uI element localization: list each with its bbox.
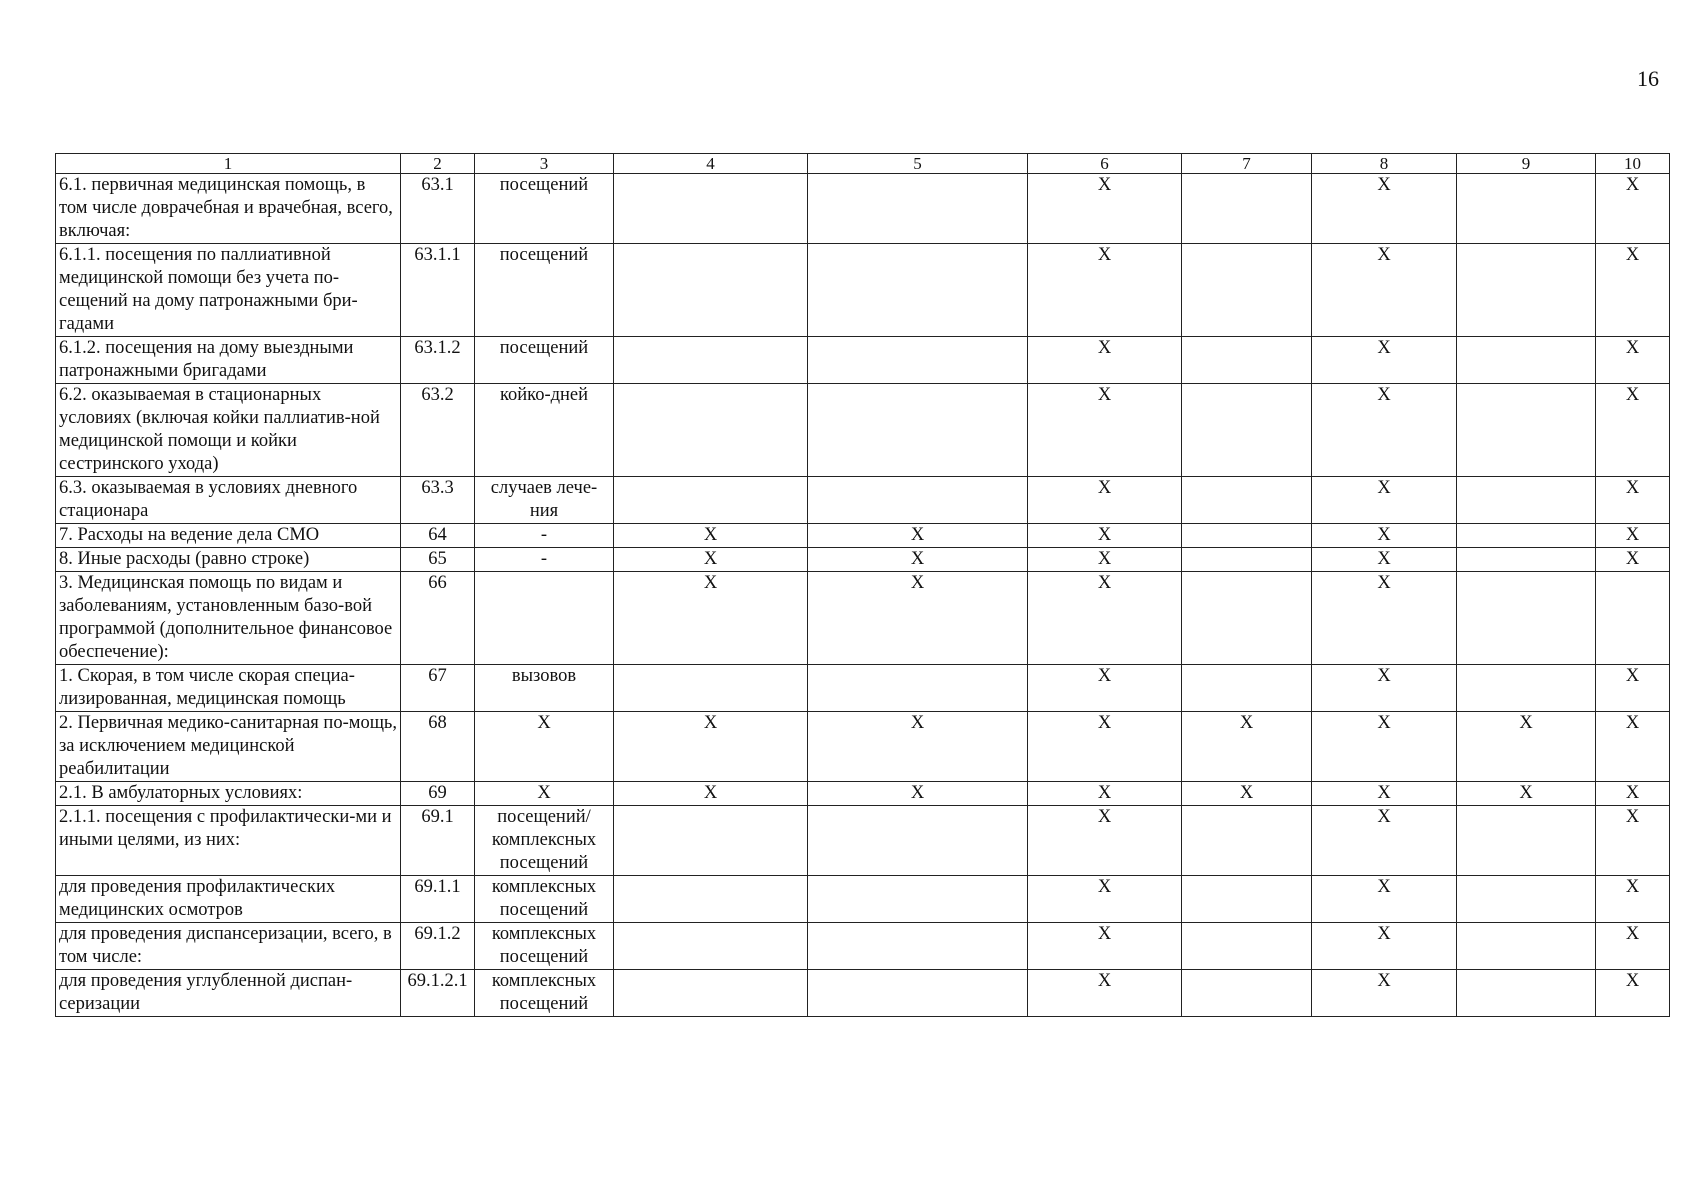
- header-row: [56, 154, 1670, 174]
- col5-cell: [808, 806, 1028, 876]
- col7-cell: [1182, 337, 1312, 384]
- col6-cell: X: [1028, 524, 1182, 548]
- row-code-cell: 69.1.2.1: [401, 970, 475, 1017]
- col7-cell: [1182, 970, 1312, 1017]
- row-unit-cell: случаев лече-ния: [475, 477, 614, 524]
- col9-cell: [1457, 548, 1596, 572]
- col5-cell: [808, 384, 1028, 477]
- col4-cell: X: [614, 548, 808, 572]
- row-code-cell: 69: [401, 782, 475, 806]
- col9-cell: [1457, 572, 1596, 665]
- row-code-cell: 68: [401, 712, 475, 782]
- row-code-cell: 63.2: [401, 384, 475, 477]
- col4-cell: [614, 970, 808, 1017]
- row-unit-cell: комплексных посещений: [475, 876, 614, 923]
- row-unit-cell: X: [475, 712, 614, 782]
- col10-cell: X: [1596, 665, 1670, 712]
- col6-cell: X: [1028, 712, 1182, 782]
- col8-cell: X: [1312, 572, 1457, 665]
- table-row: [56, 572, 1670, 665]
- col10-cell: X: [1596, 524, 1670, 548]
- table-row: [56, 174, 1670, 244]
- row-code-cell: 69.1.1: [401, 876, 475, 923]
- row-name-cell: 6.1.1. посещения по паллиативной медицинской помощи без учета по-сещений на дому патронажными бри-гадами: [56, 244, 401, 337]
- col6-cell: X: [1028, 970, 1182, 1017]
- col6-cell: X: [1028, 244, 1182, 337]
- col5-cell: [808, 876, 1028, 923]
- row-name-cell: 6.1.2. посещения на дому выездными патронажными бригадами: [56, 337, 401, 384]
- col8-cell: X: [1312, 712, 1457, 782]
- col5-cell: X: [808, 524, 1028, 548]
- col9-cell: [1457, 477, 1596, 524]
- table-row: [56, 665, 1670, 712]
- col9-cell: [1457, 876, 1596, 923]
- col7-cell: [1182, 923, 1312, 970]
- table-row: [56, 712, 1670, 782]
- col10-cell: X: [1596, 712, 1670, 782]
- row-name-cell: 2.1.1. посещения с профилактически-ми и иными целями, из них:: [56, 806, 401, 876]
- col4-cell: [614, 244, 808, 337]
- col6-cell: X: [1028, 337, 1182, 384]
- row-unit-cell: посещений: [475, 337, 614, 384]
- col4-cell: X: [614, 572, 808, 665]
- col9-cell: [1457, 337, 1596, 384]
- col7-cell: [1182, 548, 1312, 572]
- row-name-cell: для проведения профилактических медицинских осмотров: [56, 876, 401, 923]
- header-cell: 4: [614, 154, 808, 174]
- col6-cell: X: [1028, 477, 1182, 524]
- header-cell: 2: [401, 154, 475, 174]
- col7-cell: X: [1182, 712, 1312, 782]
- row-code-cell: 63.1.2: [401, 337, 475, 384]
- row-unit-cell: посещений: [475, 174, 614, 244]
- row-unit-cell: комплексных посещений: [475, 970, 614, 1017]
- col9-cell: [1457, 806, 1596, 876]
- col9-cell: [1457, 384, 1596, 477]
- col8-cell: X: [1312, 384, 1457, 477]
- col7-cell: [1182, 384, 1312, 477]
- header-cell: 7: [1182, 154, 1312, 174]
- col10-cell: X: [1596, 244, 1670, 337]
- row-code-cell: 63.1.1: [401, 244, 475, 337]
- col10-cell: X: [1596, 384, 1670, 477]
- page-number: 16: [1637, 66, 1659, 91]
- col5-cell: X: [808, 712, 1028, 782]
- row-name-cell: 3. Медицинская помощь по видам и заболеваниям, установленным базо-вой программой (дополнительное финансовое обеспечение):: [56, 572, 401, 665]
- col9-cell: [1457, 665, 1596, 712]
- col8-cell: X: [1312, 970, 1457, 1017]
- header-cell: 10: [1596, 154, 1670, 174]
- col5-cell: [808, 244, 1028, 337]
- col9-cell: [1457, 970, 1596, 1017]
- col10-cell: X: [1596, 876, 1670, 923]
- table-row: [56, 876, 1670, 923]
- col4-cell: X: [614, 524, 808, 548]
- col5-cell: X: [808, 548, 1028, 572]
- col10-cell: [1596, 572, 1670, 665]
- col10-cell: X: [1596, 806, 1670, 876]
- row-code-cell: 65: [401, 548, 475, 572]
- col5-cell: [808, 665, 1028, 712]
- header-cell: 3: [475, 154, 614, 174]
- col8-cell: X: [1312, 337, 1457, 384]
- col8-cell: X: [1312, 174, 1457, 244]
- row-name-cell: 6.1. первичная медицинская помощь, в том числе доврачебная и врачебная, всего, включая:: [56, 174, 401, 244]
- row-name-cell: 7. Расходы на ведение дела СМО: [56, 524, 401, 548]
- col7-cell: [1182, 572, 1312, 665]
- col8-cell: X: [1312, 782, 1457, 806]
- col7-cell: [1182, 665, 1312, 712]
- row-name-cell: 2. Первичная медико-санитарная по-мощь, за исключением медицинской реабилитации: [56, 712, 401, 782]
- col8-cell: X: [1312, 665, 1457, 712]
- row-unit-cell: -: [475, 548, 614, 572]
- col7-cell: X: [1182, 782, 1312, 806]
- col8-cell: X: [1312, 806, 1457, 876]
- col9-cell: X: [1457, 712, 1596, 782]
- col10-cell: X: [1596, 782, 1670, 806]
- header-cell: 8: [1312, 154, 1457, 174]
- col4-cell: [614, 174, 808, 244]
- col9-cell: X: [1457, 782, 1596, 806]
- col8-cell: X: [1312, 244, 1457, 337]
- col6-cell: X: [1028, 923, 1182, 970]
- col5-cell: X: [808, 782, 1028, 806]
- col7-cell: [1182, 524, 1312, 548]
- col5-cell: [808, 970, 1028, 1017]
- col8-cell: X: [1312, 548, 1457, 572]
- table-row: [56, 970, 1670, 1017]
- col4-cell: [614, 384, 808, 477]
- col6-cell: X: [1028, 572, 1182, 665]
- col4-cell: [614, 337, 808, 384]
- col7-cell: [1182, 174, 1312, 244]
- row-code-cell: 64: [401, 524, 475, 548]
- col8-cell: X: [1312, 477, 1457, 524]
- col4-cell: X: [614, 782, 808, 806]
- header-cell: 1: [56, 154, 401, 174]
- col8-cell: X: [1312, 524, 1457, 548]
- table-row: [56, 806, 1670, 876]
- row-unit-cell: [475, 572, 614, 665]
- row-name-cell: 1. Скорая, в том числе скорая специа-лизированная, медицинская помощь: [56, 665, 401, 712]
- col6-cell: X: [1028, 876, 1182, 923]
- col6-cell: X: [1028, 806, 1182, 876]
- row-name-cell: для проведения диспансеризации, всего, в том числе:: [56, 923, 401, 970]
- table-row: [56, 524, 1670, 548]
- row-name-cell: 6.3. оказываемая в условиях дневного стационара: [56, 477, 401, 524]
- col6-cell: X: [1028, 548, 1182, 572]
- col7-cell: [1182, 876, 1312, 923]
- col4-cell: [614, 477, 808, 524]
- row-name-cell: 6.2. оказываемая в стационарных условиях (включая койки паллиатив-ной медицинской помощи и койки сестринского ухода): [56, 384, 401, 477]
- col6-cell: X: [1028, 665, 1182, 712]
- col4-cell: [614, 806, 808, 876]
- col10-cell: X: [1596, 970, 1670, 1017]
- col10-cell: X: [1596, 548, 1670, 572]
- col5-cell: [808, 477, 1028, 524]
- col4-cell: X: [614, 712, 808, 782]
- row-name-cell: 2.1. В амбулаторных условиях:: [56, 782, 401, 806]
- col6-cell: X: [1028, 384, 1182, 477]
- row-unit-cell: посещений/ комплексных посещений: [475, 806, 614, 876]
- row-name-cell: для проведения углубленной диспан-серизации: [56, 970, 401, 1017]
- col8-cell: X: [1312, 923, 1457, 970]
- col4-cell: [614, 665, 808, 712]
- row-name-cell: 8. Иные расходы (равно строке): [56, 548, 401, 572]
- col7-cell: [1182, 806, 1312, 876]
- table-row: [56, 384, 1670, 477]
- col10-cell: X: [1596, 923, 1670, 970]
- table-row: [56, 337, 1670, 384]
- col8-cell: X: [1312, 876, 1457, 923]
- col7-cell: [1182, 244, 1312, 337]
- row-code-cell: 69.1: [401, 806, 475, 876]
- row-code-cell: 66: [401, 572, 475, 665]
- row-unit-cell: койко-дней: [475, 384, 614, 477]
- col5-cell: [808, 174, 1028, 244]
- col10-cell: X: [1596, 174, 1670, 244]
- col5-cell: [808, 337, 1028, 384]
- table-row: [56, 244, 1670, 337]
- col9-cell: [1457, 174, 1596, 244]
- header-cell: 9: [1457, 154, 1596, 174]
- row-unit-cell: посещений: [475, 244, 614, 337]
- col6-cell: X: [1028, 782, 1182, 806]
- table-row: [56, 782, 1670, 806]
- form-table: [55, 153, 1670, 1017]
- row-unit-cell: вызовов: [475, 665, 614, 712]
- col5-cell: [808, 923, 1028, 970]
- row-unit-cell: X: [475, 782, 614, 806]
- row-code-cell: 67: [401, 665, 475, 712]
- row-unit-cell: -: [475, 524, 614, 548]
- col4-cell: [614, 876, 808, 923]
- col9-cell: [1457, 923, 1596, 970]
- col5-cell: X: [808, 572, 1028, 665]
- header-cell: 6: [1028, 154, 1182, 174]
- col9-cell: [1457, 524, 1596, 548]
- col6-cell: X: [1028, 174, 1182, 244]
- header-cell: 5: [808, 154, 1028, 174]
- col7-cell: [1182, 477, 1312, 524]
- col9-cell: [1457, 244, 1596, 337]
- col10-cell: X: [1596, 477, 1670, 524]
- row-code-cell: 63.3: [401, 477, 475, 524]
- row-code-cell: 69.1.2: [401, 923, 475, 970]
- row-unit-cell: комплексных посещений: [475, 923, 614, 970]
- col10-cell: X: [1596, 337, 1670, 384]
- table-row: [56, 923, 1670, 970]
- table-row: [56, 477, 1670, 524]
- col4-cell: [614, 923, 808, 970]
- table-row: [56, 548, 1670, 572]
- row-code-cell: 63.1: [401, 174, 475, 244]
